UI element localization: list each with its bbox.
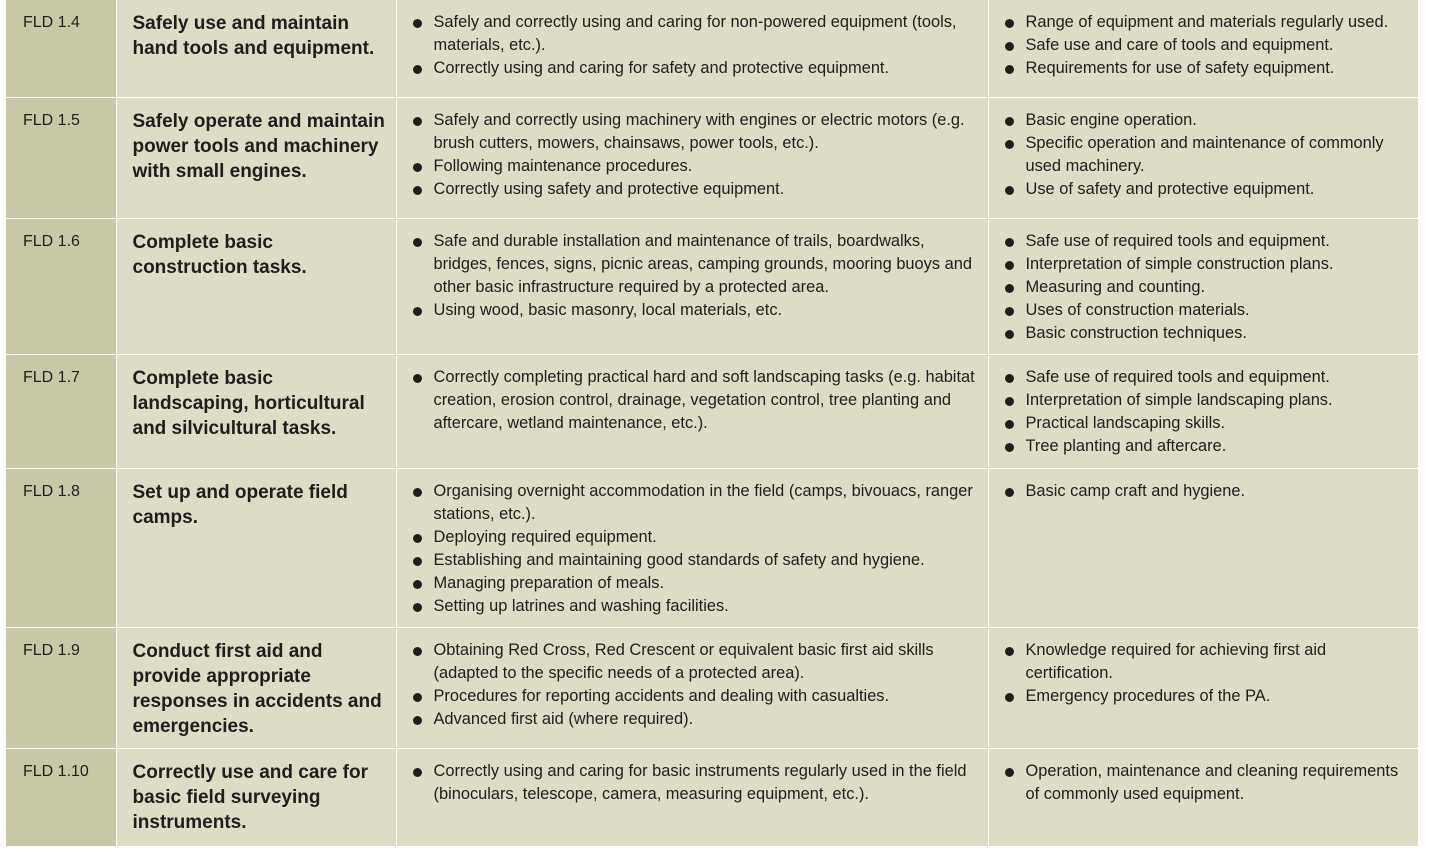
list-item-text: Advanced first aid (where required). xyxy=(433,709,694,728)
bullet-icon xyxy=(413,557,422,566)
bullet-icon xyxy=(413,716,422,725)
list-item-text: Establishing and maintaining good standards of safety and hygiene. xyxy=(433,550,925,569)
list-item-text: Use of safety and protective equipment. xyxy=(1025,179,1315,198)
list-item-text: Uses of construction materials. xyxy=(1025,300,1250,319)
list-item xyxy=(989,299,1412,322)
list-item xyxy=(397,366,982,435)
bullet-icon xyxy=(1005,186,1014,195)
list-item xyxy=(989,132,1412,178)
bullet-icon xyxy=(1005,647,1014,656)
bullet-icon xyxy=(1005,420,1014,429)
list-item-text: Safe use of required tools and equipment. xyxy=(1025,231,1330,250)
skills-list xyxy=(397,639,982,731)
list-item xyxy=(397,760,982,806)
bullet-icon xyxy=(413,768,422,777)
competency-code: FLD 1.5 xyxy=(6,97,116,218)
list-item-text: Following maintenance procedures. xyxy=(433,156,693,175)
bullet-icon xyxy=(413,238,422,247)
skills-cell xyxy=(396,354,988,468)
list-item xyxy=(397,178,982,201)
skills-cell xyxy=(396,748,988,846)
bullet-icon xyxy=(413,580,422,589)
skills-cell xyxy=(396,468,988,627)
table-row xyxy=(6,218,1418,354)
list-item xyxy=(397,155,982,178)
bullet-icon xyxy=(413,374,422,383)
bullet-icon xyxy=(413,19,422,28)
list-item-text: Emergency procedures of the PA. xyxy=(1025,686,1271,705)
list-item-text: Measuring and counting. xyxy=(1025,277,1206,296)
bullet-icon xyxy=(413,307,422,316)
bullet-icon xyxy=(1005,284,1014,293)
list-item xyxy=(989,230,1412,253)
knowledge-list xyxy=(989,760,1412,806)
list-item-text: Safe use of required tools and equipment. xyxy=(1025,367,1330,386)
bullet-icon xyxy=(413,65,422,74)
list-item-text: Interpretation of simple construction plans. xyxy=(1025,254,1334,273)
list-item-text: Organising overnight accommodation in the field (camps, bivouacs, ranger stations, etc.). xyxy=(433,481,973,523)
knowledge-cell xyxy=(988,627,1418,748)
list-item xyxy=(989,11,1412,34)
list-item-text: Requirements for use of safety equipment. xyxy=(1025,59,1335,77)
list-item xyxy=(989,57,1412,80)
bullet-icon xyxy=(1005,330,1014,339)
knowledge-list xyxy=(989,366,1412,458)
list-item xyxy=(989,178,1412,201)
competency-title: Set up and operate field camps. xyxy=(116,468,396,627)
bullet-icon xyxy=(413,603,422,612)
list-item xyxy=(989,276,1412,299)
competency-code: FLD 1.9 xyxy=(6,627,116,748)
list-item-text: Correctly using and caring for safety and protective equipment. xyxy=(433,59,890,77)
bullet-icon xyxy=(1005,238,1014,247)
skills-cell xyxy=(396,627,988,748)
list-item-text: Correctly using and caring for basic instruments regularly used in the field (binoculars, telescope, camera, measuring equipment, etc.). xyxy=(433,761,967,803)
knowledge-cell xyxy=(988,354,1418,468)
list-item-text: Range of equipment and materials regularly used. xyxy=(1025,13,1389,31)
knowledge-cell xyxy=(988,468,1418,627)
list-item xyxy=(989,480,1412,503)
list-item xyxy=(397,708,982,731)
skills-cell xyxy=(396,0,988,97)
list-item xyxy=(397,549,982,572)
table-row xyxy=(6,468,1418,627)
list-item xyxy=(989,34,1412,57)
list-item xyxy=(397,109,982,155)
list-item-text: Basic camp craft and hygiene. xyxy=(1025,481,1246,500)
bullet-icon xyxy=(413,117,422,126)
bullet-icon xyxy=(1005,768,1014,777)
knowledge-list xyxy=(989,639,1412,708)
competency-table-body xyxy=(6,0,1418,846)
list-item-text: Safely and correctly using machinery with engines or electric motors (e.g. brush cutters, mowers, chainsaws, power tools, etc.). xyxy=(433,110,965,152)
list-item-text: Procedures for reporting accidents and dealing with casualties. xyxy=(433,686,890,705)
competency-title: Safely use and maintain hand tools and equipment. xyxy=(116,0,396,97)
list-item-text: Operation, maintenance and cleaning requirements of commonly used equipment. xyxy=(1025,761,1399,803)
knowledge-cell xyxy=(988,218,1418,354)
list-item-text: Managing preparation of meals. xyxy=(433,573,665,592)
bullet-icon xyxy=(1005,117,1014,126)
competency-title: Complete basic landscaping, horticultural and silvicultural tasks. xyxy=(116,354,396,468)
list-item-text: Deploying required equipment. xyxy=(433,527,657,546)
bullet-icon xyxy=(1005,693,1014,702)
bullet-icon xyxy=(413,488,422,497)
bullet-icon xyxy=(1005,65,1014,74)
competency-title: Safely operate and maintain power tools and machinery with small engines. xyxy=(116,97,396,218)
bullet-icon xyxy=(413,163,422,172)
competency-table xyxy=(6,0,1419,847)
list-item xyxy=(989,253,1412,276)
list-item xyxy=(989,685,1412,708)
list-item xyxy=(989,366,1412,389)
competency-code: FLD 1.10 xyxy=(6,748,116,846)
knowledge-list xyxy=(989,11,1412,80)
bullet-icon xyxy=(1005,307,1014,316)
list-item-text: Practical landscaping skills. xyxy=(1025,413,1226,432)
knowledge-list xyxy=(989,480,1412,503)
list-item xyxy=(397,299,982,322)
knowledge-cell xyxy=(988,97,1418,218)
list-item xyxy=(397,57,982,80)
table-row xyxy=(6,748,1418,846)
knowledge-list xyxy=(989,230,1412,345)
bullet-icon xyxy=(413,647,422,656)
list-item xyxy=(989,389,1412,412)
list-item-text: Specific operation and maintenance of commonly used machinery. xyxy=(1025,133,1384,175)
bullet-icon xyxy=(1005,374,1014,383)
table-row xyxy=(6,627,1418,748)
list-item xyxy=(989,109,1412,132)
list-item-text: Tree planting and aftercare. xyxy=(1025,436,1227,455)
skills-list xyxy=(397,366,982,435)
list-item-text: Obtaining Red Cross, Red Crescent or equivalent basic first aid skills (adapted to the specific needs of a protected area). xyxy=(433,640,934,682)
list-item xyxy=(397,230,982,299)
skills-list xyxy=(397,109,982,201)
list-item-text: Interpretation of simple landscaping plans. xyxy=(1025,390,1333,409)
skills-list xyxy=(397,760,982,806)
bullet-icon xyxy=(1005,261,1014,270)
table-row xyxy=(6,354,1418,468)
bullet-icon xyxy=(1005,397,1014,406)
competency-code: FLD 1.4 xyxy=(6,0,116,97)
knowledge-list xyxy=(989,109,1412,201)
list-item xyxy=(989,760,1412,806)
competency-title: Correctly use and care for basic field surveying instruments. xyxy=(116,748,396,846)
list-item xyxy=(397,639,982,685)
list-item xyxy=(397,480,982,526)
knowledge-cell xyxy=(988,748,1418,846)
list-item-text: Safely and correctly using and caring for non-powered equipment (tools, materials, etc.). xyxy=(433,13,957,54)
list-item-text: Using wood, basic masonry, local materials, etc. xyxy=(433,300,783,319)
list-item xyxy=(989,412,1412,435)
list-item-text: Setting up latrines and washing facilities. xyxy=(433,596,729,615)
competency-code: FLD 1.6 xyxy=(6,218,116,354)
list-item-text: Safe and durable installation and maintenance of trails, boardwalks, bridges, fences, signs, picnic areas, camping grounds, mooring buoys and other basic infrastructure required by a protected area. xyxy=(433,231,972,296)
list-item-text: Knowledge required for achieving first aid certification. xyxy=(1025,640,1327,682)
bullet-icon xyxy=(413,186,422,195)
skills-cell xyxy=(396,218,988,354)
knowledge-cell xyxy=(988,0,1418,97)
list-item xyxy=(397,11,982,57)
competency-table-container xyxy=(6,0,1418,847)
competency-title: Conduct first aid and provide appropriate responses in accidents and emergencies. xyxy=(116,627,396,748)
bullet-icon xyxy=(1005,19,1014,28)
list-item xyxy=(989,322,1412,345)
list-item xyxy=(989,639,1412,685)
table-row xyxy=(6,0,1418,97)
skills-list xyxy=(397,480,982,618)
bullet-icon xyxy=(1005,488,1014,497)
list-item-text: Correctly using safety and protective equipment. xyxy=(433,179,785,198)
list-item xyxy=(397,572,982,595)
list-item xyxy=(397,595,982,618)
bullet-icon xyxy=(413,693,422,702)
list-item-text: Basic engine operation. xyxy=(1025,110,1197,129)
list-item-text: Safe use and care of tools and equipment. xyxy=(1025,36,1334,54)
skills-list xyxy=(397,11,982,80)
list-item xyxy=(989,435,1412,458)
bullet-icon xyxy=(1005,443,1014,452)
competency-code: FLD 1.7 xyxy=(6,354,116,468)
competency-code: FLD 1.8 xyxy=(6,468,116,627)
list-item xyxy=(397,526,982,549)
competency-title: Complete basic construction tasks. xyxy=(116,218,396,354)
table-row xyxy=(6,97,1418,218)
bullet-icon xyxy=(1005,140,1014,149)
skills-list xyxy=(397,230,982,322)
list-item xyxy=(397,685,982,708)
bullet-icon xyxy=(413,534,422,543)
list-item-text: Correctly completing practical hard and soft landscaping tasks (e.g. habitat creation, erosion control, drainage, vegetation control, tree planting and aftercare, wetland maintenance, etc.). xyxy=(433,367,975,432)
list-item-text: Basic construction techniques. xyxy=(1025,323,1247,342)
skills-cell xyxy=(396,97,988,218)
bullet-icon xyxy=(1005,42,1014,51)
